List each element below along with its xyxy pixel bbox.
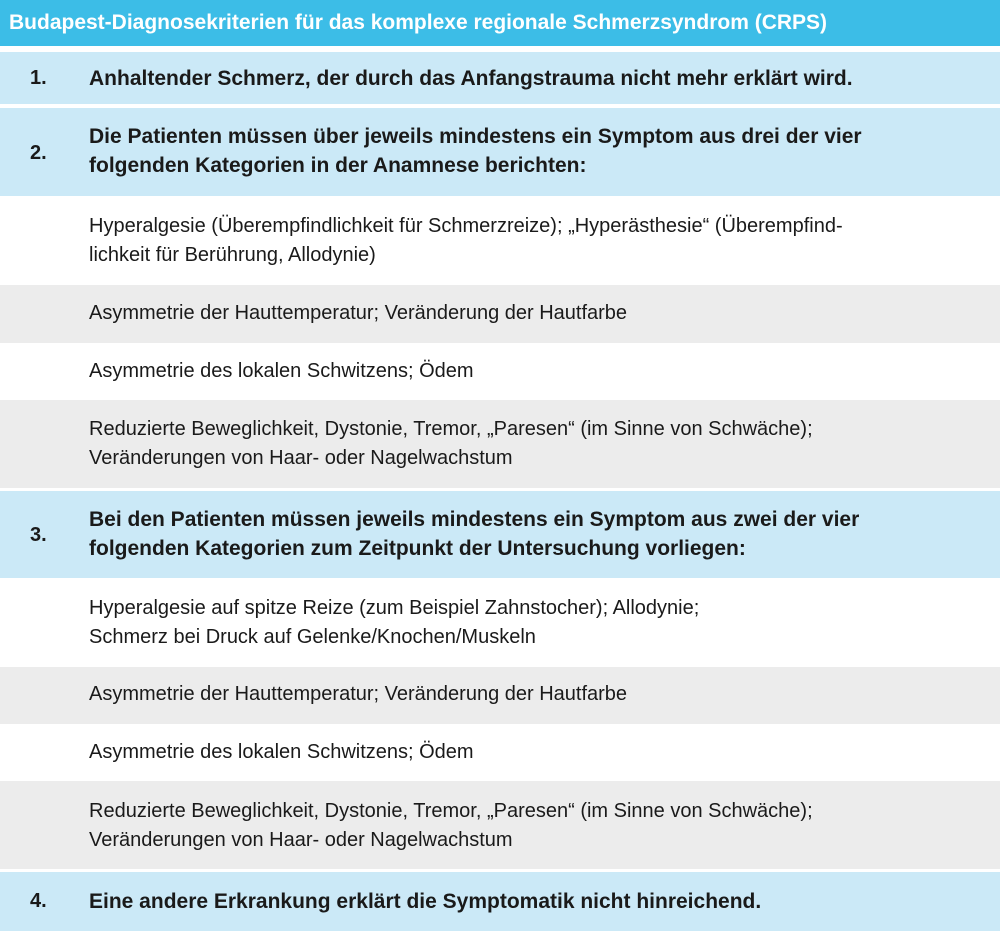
- criterion-row-2: [0, 108, 1000, 196]
- item-row: [0, 724, 1000, 781]
- item-text-line: Hyperalgesie (Überempfindlichkeit für Schmerzreize); „Hyperästhesie“ (Überempfind-: [89, 215, 843, 237]
- item-text: [89, 212, 976, 270]
- criterion-text: [89, 122, 976, 180]
- criterion-number: 4.: [30, 890, 47, 912]
- item-text: [89, 594, 976, 652]
- criterion-text: Eine andere Erkrankung erklärt die Symptomatik nicht hinreichend.: [89, 890, 762, 913]
- criterion-number: 2.: [30, 142, 47, 164]
- item-text-line: Schmerz bei Druck auf Gelenke/Knochen/Muskeln: [89, 626, 536, 648]
- item-text-line: Reduzierte Beweglichkeit, Dystonie, Tremor, „Paresen“ (im Sinne von Schwäche);: [89, 418, 813, 440]
- item-text-line: Hyperalgesie auf spitze Reize (zum Beispiel Zahnstocher); Allodynie;: [89, 597, 700, 619]
- criterion-number: 1.: [30, 67, 47, 89]
- item-text: Asymmetrie des lokalen Schwitzens; Ödem: [89, 360, 474, 382]
- item-text-line: Reduzierte Beweglichkeit, Dystonie, Tremor, „Paresen“ (im Sinne von Schwäche);: [89, 800, 813, 822]
- criterion-text-line: folgenden Kategorien zum Zeitpunkt der Untersuchung vorliegen:: [89, 537, 746, 560]
- item-row: [0, 400, 1000, 488]
- item-text: [89, 415, 976, 473]
- item-text-line: lichkeit für Berührung, Allodynie): [89, 244, 376, 266]
- criterion-row-4: [0, 872, 1000, 931]
- item-row: [0, 578, 1000, 667]
- criterion-text: Anhaltender Schmerz, der durch das Anfangstrauma nicht mehr erklärt wird.: [89, 67, 853, 90]
- row-divider: [0, 104, 1000, 107]
- criterion-text: [89, 505, 976, 563]
- table-title: Budapest-Diagnosekriterien für das komplexe regionale Schmerzsyndrom (CRPS): [0, 0, 1000, 46]
- criterion-text-line: Die Patienten müssen über jeweils mindestens ein Symptom aus drei der vier: [89, 125, 862, 148]
- criterion-number: 3.: [30, 524, 47, 546]
- item-row: [0, 343, 1000, 400]
- criterion-text-line: Bei den Patienten müssen jeweils mindestens ein Symptom aus zwei der vier: [89, 508, 860, 531]
- item-row: [0, 781, 1000, 869]
- item-text: Asymmetrie des lokalen Schwitzens; Ödem: [89, 741, 474, 763]
- item-row: [0, 285, 1000, 343]
- criterion-text-line: folgenden Kategorien in der Anamnese berichten:: [89, 154, 587, 177]
- item-text: Asymmetrie der Hauttemperatur; Veränderung der Hautfarbe: [89, 302, 628, 324]
- criterion-row-1: [0, 52, 1000, 104]
- item-text-line: Veränderungen von Haar- oder Nagelwachstum: [89, 447, 513, 469]
- item-row: [0, 196, 1000, 285]
- item-text: Asymmetrie der Hauttemperatur; Veränderung der Hautfarbe: [89, 683, 628, 705]
- item-text: [89, 797, 976, 855]
- criterion-row-3: [0, 491, 1000, 578]
- item-text-line: Veränderungen von Haar- oder Nagelwachstum: [89, 829, 513, 851]
- item-row: [0, 667, 1000, 724]
